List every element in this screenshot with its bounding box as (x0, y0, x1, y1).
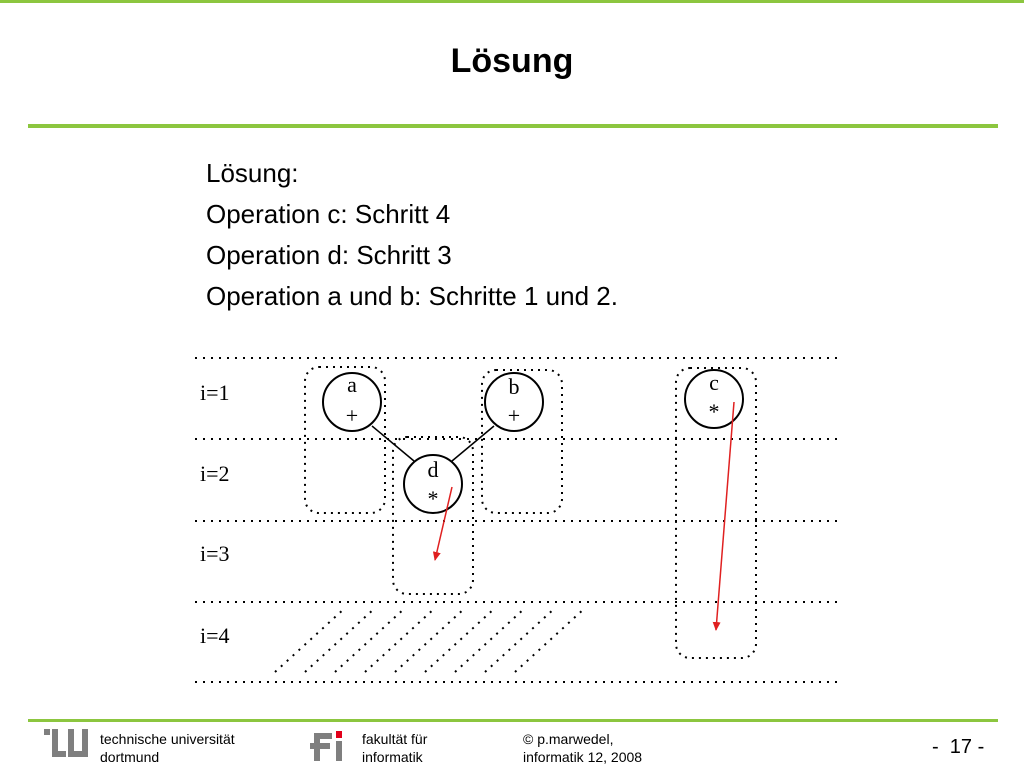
solution-line-c: Operation c: Schritt 4 (206, 199, 451, 229)
row-label-4: i=4 (200, 623, 230, 648)
row-label-2: i=2 (200, 461, 230, 486)
node-c-op: * (708, 399, 720, 424)
row-label-1: i=1 (200, 380, 230, 405)
edge-a-d (372, 426, 414, 461)
page-number: - 17 - (932, 736, 985, 758)
footer-rule (28, 719, 998, 722)
hatch-line (335, 608, 405, 672)
author-credit (523, 730, 642, 766)
hatch-line (425, 608, 495, 672)
row-labels (200, 380, 230, 648)
arrow-c-down (716, 402, 734, 630)
solution-line-d: Operation d: Schritt 3 (206, 240, 452, 270)
university-name (100, 730, 235, 766)
node-d-op: * (427, 486, 439, 511)
node-a-op: + (345, 403, 359, 428)
node-b-op: + (507, 403, 521, 428)
solution-line-heading: Lösung: (206, 158, 299, 188)
forbidden-hatching (275, 608, 585, 672)
fi-logo (310, 729, 356, 765)
hatch-line (365, 608, 435, 672)
move-arrows (435, 402, 734, 630)
hatch-line (395, 608, 465, 672)
hatch-line (305, 608, 375, 672)
university-line-1: technische universität (100, 731, 235, 747)
node-c-label: c (709, 370, 719, 395)
node-d-label: d (427, 457, 439, 482)
hatch-line (275, 608, 345, 672)
slide-title: Lösung (450, 42, 574, 80)
university-line-2: dortmund (100, 749, 160, 765)
node-a-label: a (347, 372, 357, 397)
row-label-3: i=3 (200, 541, 230, 566)
solution-line-ab: Operation a und b: Schritte 1 und 2. (206, 281, 618, 311)
tu-logo (44, 729, 94, 765)
faculty-name (362, 730, 427, 766)
hatch-line (485, 608, 555, 672)
node-b-label: b (508, 374, 520, 399)
faculty-line-2: informatik (362, 749, 423, 765)
hatch-line (515, 608, 585, 672)
hatch-line (455, 608, 525, 672)
author-line-2: informatik 12, 2008 (523, 749, 643, 765)
faculty-line-1: fakultät für (362, 731, 428, 747)
author-line-1: © p.marwedel, (523, 731, 614, 747)
